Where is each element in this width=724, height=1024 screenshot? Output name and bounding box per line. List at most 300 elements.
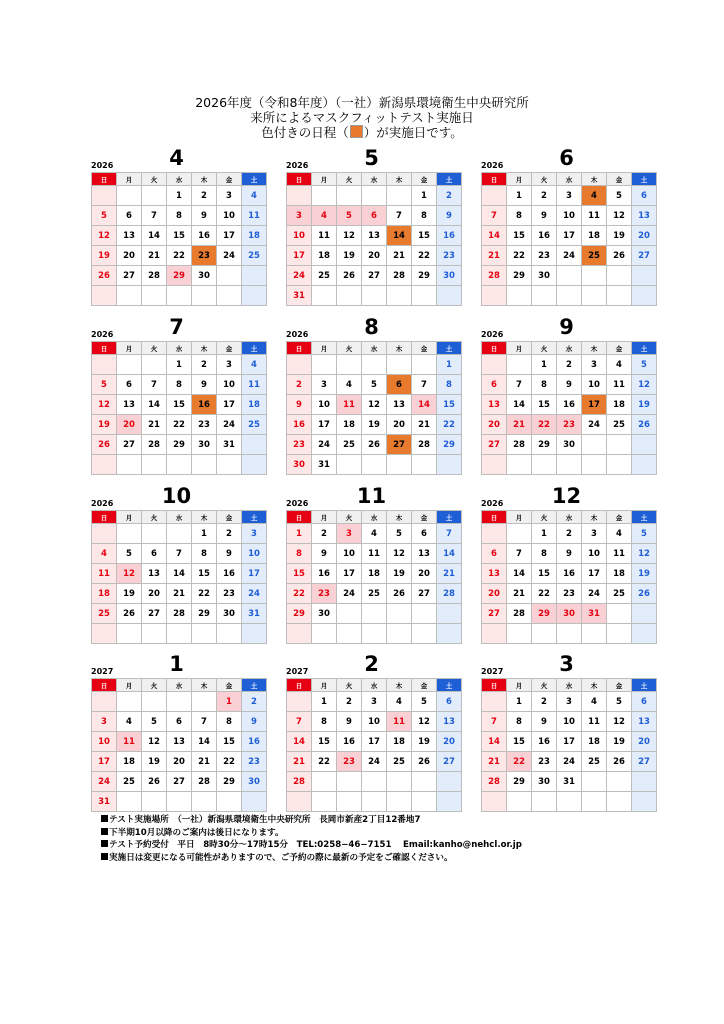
day-cell: 20 (632, 226, 657, 246)
empty-cell (582, 772, 607, 792)
empty-cell (362, 355, 387, 375)
weekday-header: 金 (607, 679, 632, 692)
weekday-row (92, 173, 267, 186)
day-cell: 18 (387, 732, 412, 752)
bullet-square-icon (101, 815, 108, 822)
day-cell: 3 (242, 524, 267, 544)
day-cell: 27 (117, 266, 142, 286)
day-cell: 27 (167, 772, 192, 792)
empty-cell (337, 624, 362, 644)
month-2026-7 (91, 315, 262, 475)
empty-cell (387, 792, 412, 812)
day-cell: 18 (607, 564, 632, 584)
empty-cell (582, 286, 607, 306)
day-cell: 26 (92, 266, 117, 286)
week-row (92, 544, 267, 564)
weekday-row (92, 679, 267, 692)
day-cell: 11 (362, 544, 387, 564)
test-day-cell: 25 (582, 246, 607, 266)
weekday-header: 木 (582, 679, 607, 692)
empty-cell (582, 266, 607, 286)
day-cell: 5 (142, 712, 167, 732)
day-cell: 8 (312, 712, 337, 732)
day-cell: 24 (217, 246, 242, 266)
day-cell: 18 (607, 395, 632, 415)
day-cell: 10 (92, 732, 117, 752)
day-cell: 28 (507, 435, 532, 455)
day-cell: 17 (337, 564, 362, 584)
weekday-header: 火 (142, 679, 167, 692)
day-cell: 6 (412, 524, 437, 544)
day-cell: 9 (437, 206, 462, 226)
day-cell: 16 (437, 226, 462, 246)
day-cell: 10 (557, 206, 582, 226)
day-cell: 13 (482, 564, 507, 584)
empty-cell (242, 624, 267, 644)
week-row (92, 355, 267, 375)
day-cell: 4 (607, 524, 632, 544)
day-cell: 2 (242, 692, 267, 712)
day-cell: 2 (557, 355, 582, 375)
test-day-cell: 17 (582, 395, 607, 415)
day-cell: 15 (507, 226, 532, 246)
day-cell: 25 (337, 435, 362, 455)
month-number: 4 (169, 146, 184, 170)
month-year: 2027 (481, 667, 504, 676)
day-cell: 15 (312, 732, 337, 752)
empty-cell (167, 624, 192, 644)
day-cell: 26 (387, 584, 412, 604)
month-2027-2 (286, 652, 457, 812)
week-row (287, 544, 462, 564)
week-row (287, 355, 462, 375)
week-row (482, 692, 657, 712)
weekday-row (287, 511, 462, 524)
day-cell: 28 (192, 772, 217, 792)
day-cell: 21 (482, 752, 507, 772)
day-cell: 1 (532, 524, 557, 544)
day-cell: 9 (192, 375, 217, 395)
day-cell: 15 (167, 226, 192, 246)
week-row (92, 286, 267, 306)
day-cell: 16 (192, 226, 217, 246)
empty-cell (507, 524, 532, 544)
day-cell: 12 (387, 544, 412, 564)
empty-cell (507, 624, 532, 644)
day-cell: 18 (337, 415, 362, 435)
day-cell: 29 (532, 435, 557, 455)
weekday-header: 土 (437, 679, 462, 692)
weekday-header: 水 (167, 679, 192, 692)
empty-cell (337, 604, 362, 624)
day-cell: 14 (142, 395, 167, 415)
week-row (482, 415, 657, 435)
empty-cell (607, 792, 632, 812)
day-cell: 3 (312, 375, 337, 395)
day-cell: 21 (287, 752, 312, 772)
day-cell: 22 (217, 752, 242, 772)
day-cell: 6 (482, 375, 507, 395)
day-cell: 1 (412, 186, 437, 206)
day-cell: 21 (387, 246, 412, 266)
weekday-header: 火 (142, 173, 167, 186)
day-cell: 2 (217, 524, 242, 544)
day-cell: 3 (217, 355, 242, 375)
day-cell: 23 (287, 435, 312, 455)
empty-cell (632, 772, 657, 792)
empty-cell (337, 792, 362, 812)
day-cell: 18 (92, 584, 117, 604)
day-cell: 15 (507, 732, 532, 752)
day-cell: 30 (192, 435, 217, 455)
empty-cell (337, 772, 362, 792)
empty-cell (242, 435, 267, 455)
footer-note-text: テスト予約受付 平日 8時30分〜17時15分 TEL:0258−46−7151 Email:kanho@nehcl.or.jp (109, 840, 522, 850)
week-row (482, 186, 657, 206)
day-cell: 19 (362, 415, 387, 435)
empty-cell (217, 455, 242, 475)
month-header (481, 146, 652, 172)
day-cell: 25 (607, 584, 632, 604)
month-grid (91, 678, 267, 812)
weekday-header: 木 (582, 511, 607, 524)
weekday-header: 金 (412, 679, 437, 692)
day-cell: 10 (287, 226, 312, 246)
day-cell: 5 (337, 206, 362, 226)
day-cell: 21 (437, 564, 462, 584)
empty-cell (507, 455, 532, 475)
weekday-header: 火 (532, 173, 557, 186)
day-cell: 6 (117, 375, 142, 395)
empty-cell (337, 355, 362, 375)
week-row (287, 455, 462, 475)
week-row (287, 286, 462, 306)
day-cell: 20 (482, 584, 507, 604)
weekday-header: 日 (482, 511, 507, 524)
day-cell: 11 (387, 712, 412, 732)
day-cell: 23 (312, 584, 337, 604)
day-cell: 1 (167, 186, 192, 206)
month-grid (91, 510, 267, 644)
day-cell: 30 (242, 772, 267, 792)
week-row (92, 584, 267, 604)
empty-cell (482, 692, 507, 712)
week-row (482, 435, 657, 455)
month-number: 2 (364, 652, 379, 676)
week-row (482, 564, 657, 584)
empty-cell (387, 186, 412, 206)
empty-cell (437, 792, 462, 812)
month-header (286, 315, 457, 341)
day-cell: 1 (167, 355, 192, 375)
footer-note-text: 下半期10月以降のご案内は後日になります。 (109, 827, 284, 838)
week-row (92, 732, 267, 752)
weekday-header: 月 (312, 679, 337, 692)
weekday-header: 金 (217, 173, 242, 186)
empty-cell (387, 772, 412, 792)
weekday-header: 月 (117, 342, 142, 355)
weekday-header: 木 (192, 342, 217, 355)
day-cell: 17 (92, 752, 117, 772)
week-row (482, 375, 657, 395)
empty-cell (582, 455, 607, 475)
weekday-header: 水 (362, 342, 387, 355)
empty-cell (117, 692, 142, 712)
month-grid (91, 341, 267, 475)
header-title: 2026年度（令和8年度）（一社）新潟県環境衛生中央研究所 (195, 95, 529, 110)
day-cell: 13 (117, 226, 142, 246)
weekday-header: 日 (92, 679, 117, 692)
day-cell: 23 (242, 752, 267, 772)
day-cell: 3 (92, 712, 117, 732)
day-cell: 8 (217, 712, 242, 732)
day-cell: 12 (142, 732, 167, 752)
day-cell: 13 (632, 712, 657, 732)
week-row (482, 624, 657, 644)
empty-cell (582, 792, 607, 812)
day-cell: 2 (287, 375, 312, 395)
day-cell: 31 (312, 455, 337, 475)
empty-cell (287, 692, 312, 712)
weekday-row (482, 173, 657, 186)
day-cell: 19 (607, 226, 632, 246)
day-cell: 8 (167, 375, 192, 395)
week-row (92, 455, 267, 475)
day-cell: 13 (632, 206, 657, 226)
week-row (287, 584, 462, 604)
empty-cell (507, 286, 532, 306)
weekday-header: 水 (557, 679, 582, 692)
weekday-header: 水 (167, 342, 192, 355)
day-cell: 14 (507, 395, 532, 415)
weekday-header: 水 (362, 679, 387, 692)
day-cell: 18 (312, 246, 337, 266)
month-year: 2026 (286, 499, 309, 508)
weekday-row (92, 511, 267, 524)
day-cell: 1 (532, 355, 557, 375)
weekday-header: 日 (92, 511, 117, 524)
weekday-header: 金 (217, 511, 242, 524)
weekday-header: 月 (312, 173, 337, 186)
day-cell: 4 (242, 186, 267, 206)
empty-cell (362, 286, 387, 306)
day-cell: 10 (217, 206, 242, 226)
week-row (482, 226, 657, 246)
day-cell: 8 (532, 544, 557, 564)
month-grid (286, 678, 462, 812)
day-cell: 21 (192, 752, 217, 772)
day-cell: 16 (337, 732, 362, 752)
empty-cell (387, 455, 412, 475)
empty-cell (312, 624, 337, 644)
empty-cell (192, 692, 217, 712)
day-cell: 13 (387, 395, 412, 415)
month-number: 12 (551, 484, 582, 508)
month-year: 2026 (91, 499, 114, 508)
day-cell: 3 (337, 524, 362, 544)
week-row (482, 792, 657, 812)
month-2027-1 (91, 652, 262, 812)
day-cell: 12 (92, 395, 117, 415)
day-cell: 2 (312, 524, 337, 544)
day-cell: 5 (362, 375, 387, 395)
week-row (92, 435, 267, 455)
day-cell: 16 (217, 564, 242, 584)
day-cell: 22 (437, 415, 462, 435)
week-row (92, 226, 267, 246)
day-cell: 26 (632, 584, 657, 604)
weekday-header: 土 (242, 511, 267, 524)
day-cell: 21 (142, 246, 167, 266)
empty-cell (92, 455, 117, 475)
day-cell: 19 (92, 246, 117, 266)
day-cell: 27 (362, 266, 387, 286)
empty-cell (557, 624, 582, 644)
day-cell: 17 (242, 564, 267, 584)
day-cell: 5 (632, 355, 657, 375)
empty-cell (607, 455, 632, 475)
day-cell: 9 (287, 395, 312, 415)
day-cell: 24 (582, 584, 607, 604)
weekday-header: 日 (287, 173, 312, 186)
day-cell: 24 (287, 266, 312, 286)
day-cell: 2 (437, 186, 462, 206)
month-year: 2027 (91, 667, 114, 676)
empty-cell (387, 355, 412, 375)
day-cell: 20 (117, 415, 142, 435)
day-cell: 24 (312, 435, 337, 455)
day-cell: 2 (192, 355, 217, 375)
day-cell: 14 (287, 732, 312, 752)
empty-cell (482, 186, 507, 206)
day-cell: 25 (362, 584, 387, 604)
week-row (482, 206, 657, 226)
day-cell: 11 (337, 395, 362, 415)
weekday-header: 木 (192, 173, 217, 186)
empty-cell (607, 435, 632, 455)
day-cell: 1 (217, 692, 242, 712)
week-row (287, 415, 462, 435)
weekday-header: 火 (532, 342, 557, 355)
day-cell: 14 (482, 732, 507, 752)
day-cell: 8 (167, 206, 192, 226)
empty-cell (557, 266, 582, 286)
month-header (286, 652, 457, 678)
empty-cell (117, 286, 142, 306)
month-number: 8 (364, 315, 379, 339)
day-cell: 30 (532, 266, 557, 286)
empty-cell (287, 355, 312, 375)
day-cell: 25 (117, 772, 142, 792)
empty-cell (362, 186, 387, 206)
empty-cell (387, 624, 412, 644)
weekday-row (287, 342, 462, 355)
month-header (91, 315, 262, 341)
day-cell: 6 (362, 206, 387, 226)
day-cell: 4 (337, 375, 362, 395)
day-cell: 20 (387, 415, 412, 435)
week-row (287, 375, 462, 395)
empty-cell (167, 455, 192, 475)
day-cell: 9 (192, 206, 217, 226)
week-row (482, 752, 657, 772)
day-cell: 27 (482, 435, 507, 455)
weekday-header: 火 (532, 679, 557, 692)
day-cell: 26 (92, 435, 117, 455)
day-cell: 10 (362, 712, 387, 732)
day-cell: 7 (192, 712, 217, 732)
week-row (92, 752, 267, 772)
day-cell: 29 (287, 604, 312, 624)
footer-note-reservation (101, 839, 522, 852)
day-cell: 29 (217, 772, 242, 792)
empty-cell (92, 692, 117, 712)
week-row (482, 584, 657, 604)
empty-cell (632, 792, 657, 812)
day-cell: 4 (607, 355, 632, 375)
day-cell: 13 (437, 712, 462, 732)
day-cell: 18 (582, 732, 607, 752)
weekday-header: 金 (412, 342, 437, 355)
empty-cell (142, 524, 167, 544)
weekday-header: 月 (507, 679, 532, 692)
month-2026-8 (286, 315, 457, 475)
day-cell: 7 (507, 544, 532, 564)
weekday-header: 土 (632, 173, 657, 186)
empty-cell (607, 604, 632, 624)
day-cell: 22 (412, 246, 437, 266)
week-row (482, 355, 657, 375)
footer-note-text: 実施日は変更になる可能性がありますので、ご予約の際に最新の予定をご確認ください。 (109, 852, 453, 863)
day-cell: 19 (92, 415, 117, 435)
month-2026-5 (286, 146, 457, 306)
day-cell: 9 (337, 712, 362, 732)
month-grid (286, 341, 462, 475)
day-cell: 25 (607, 415, 632, 435)
day-cell: 3 (557, 692, 582, 712)
empty-cell (557, 455, 582, 475)
month-2026-12 (481, 484, 652, 644)
empty-cell (437, 624, 462, 644)
empty-cell (117, 455, 142, 475)
week-row (287, 226, 462, 246)
day-cell: 22 (312, 752, 337, 772)
week-row (287, 752, 462, 772)
day-cell: 25 (387, 752, 412, 772)
day-cell: 12 (632, 544, 657, 564)
weekday-header: 水 (167, 173, 192, 186)
day-cell: 1 (192, 524, 217, 544)
day-cell: 2 (532, 692, 557, 712)
empty-cell (632, 435, 657, 455)
weekday-header: 土 (242, 173, 267, 186)
weekday-header: 木 (582, 173, 607, 186)
week-row (92, 624, 267, 644)
empty-cell (142, 455, 167, 475)
empty-cell (482, 455, 507, 475)
empty-cell (482, 286, 507, 306)
empty-cell (412, 624, 437, 644)
empty-cell (337, 455, 362, 475)
week-row (482, 395, 657, 415)
week-row (482, 732, 657, 752)
weekday-header: 木 (387, 342, 412, 355)
week-row (92, 692, 267, 712)
day-cell: 25 (242, 246, 267, 266)
day-cell: 2 (532, 186, 557, 206)
empty-cell (532, 792, 557, 812)
day-cell: 22 (507, 246, 532, 266)
